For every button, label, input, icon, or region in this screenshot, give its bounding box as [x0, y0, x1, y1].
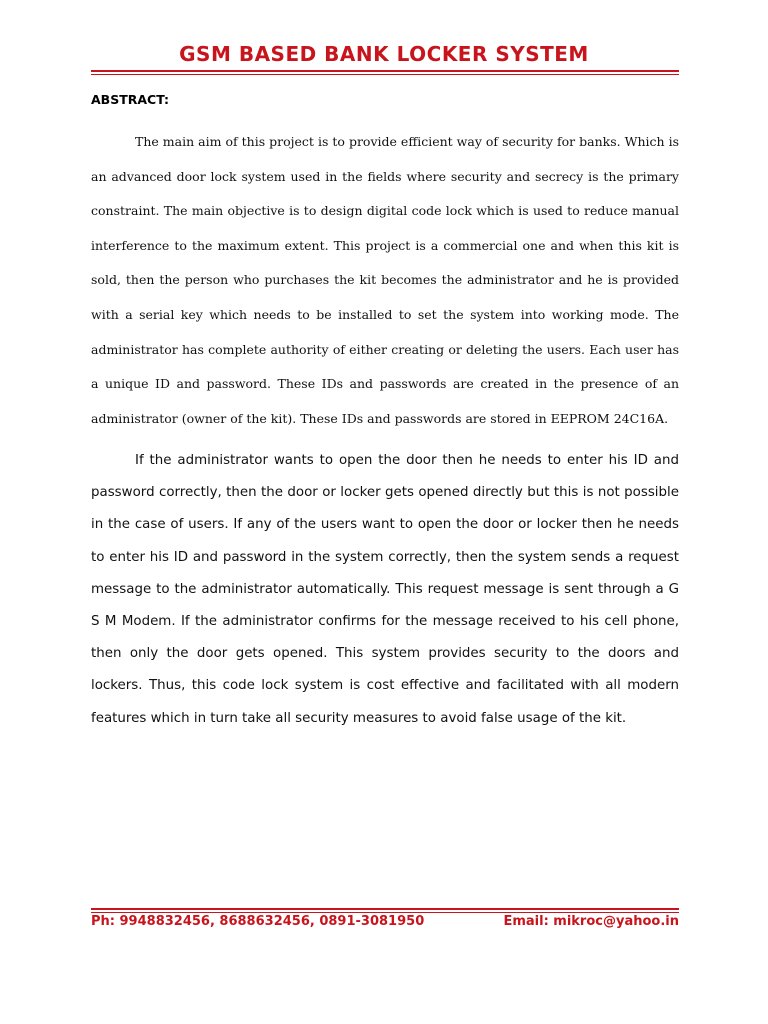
footer-email: Email: mikroc@yahoo.in	[503, 914, 679, 929]
header-rule	[91, 70, 679, 72]
footer-rule	[91, 908, 679, 910]
document-title: GSM BASED BANK LOCKER SYSTEM	[179, 42, 589, 66]
abstract-heading: ABSTRACT:	[91, 92, 170, 107]
abstract-paragraph-2: If the administrator wants to open the door then he needs to enter his ID and password correctly, then the door or locker gets opened directly but this is not possible in the case of users. If any of the users want to open the door or locker then he needs to enter his ID and password in the system correctly, then the system sends a request message to the administrator automatically. This request message is sent through a G S M Modem. If the administrator confirms for the message received to his cell phone, then only the door gets opened. This system provides security to the doors and lockers. Thus, this code lock system is cost effective and facilitated with all modern features which in turn take all security measures to avoid false usage of the kit.	[91, 453, 679, 726]
footer-phone: Ph: 9948832456, 8688632456, 0891-3081950	[91, 914, 425, 929]
footer-rule-thin	[91, 912, 679, 913]
header-rule-thin	[91, 74, 679, 75]
abstract-paragraph-1: The main aim of this project is to provide efficient way of security for banks. Which is an advanced door lock system used in the fields where security and secrecy is the primary constraint. The main objective is to design digital code lock which is used to reduce manual interference to the maximum extent. This project is a commercial one and when this kit is sold, then the person who purchases the kit becomes the administrator and he is provided with a serial key which needs to be installed to set the system into working mode. The administrator has complete authority of either creating or deleting the users. Each user has a unique ID and password. These IDs and passwords are created in the presence of an administrator (owner of the kit). These IDs and passwords are stored in EEPROM 24C16A.	[91, 134, 679, 426]
